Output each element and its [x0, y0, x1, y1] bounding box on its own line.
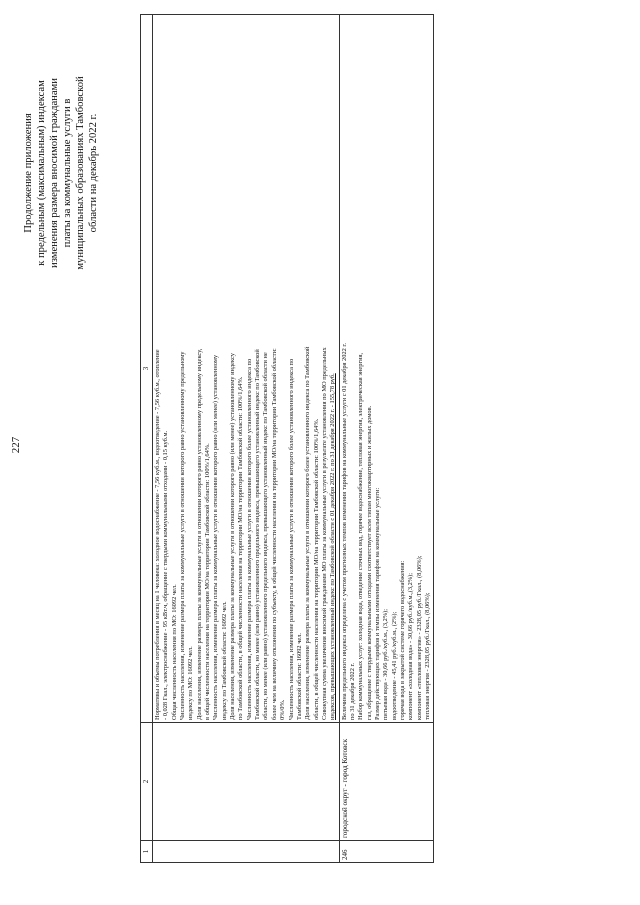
text-line: компонент «холодная вода» - 30,66 руб./куб.м.,(3,2%); [407, 572, 415, 720]
text-line: Тамбовской области, но менее (или равно) установленного предельного индекса, превышающего установленный индекс по Тамбовской [254, 349, 262, 720]
text-line: Совокупная сумма увеличения вносимой гражданами МО платы за коммунальные услуги в результате установления по МО предельных [320, 347, 328, 720]
text-line: Доля населения, изменение размера платы за коммунальные услуги в отношении которого более установленного индекса по Тамбовской [304, 346, 312, 720]
text-line: газ, обращение с твердыми коммунальными отходами соответствует всем типам многоквартирных и жилых домов. [365, 405, 373, 720]
text-line: Общая численность населения по МО: 16092 чел. [170, 584, 178, 720]
text-line: Нормативы и объемы потребления в месяц на 1 человека: холодное водоснабжение - 7,56 куб.м., водоотведение - 7,56 куб.м., отопление [154, 349, 161, 720]
table-row [339, 15, 434, 863]
appendix-title-line: муниципальных образованиях Тамбовской [75, 76, 86, 270]
row-number-cell: 246 [339, 841, 434, 863]
text-line: Величина предельного индекса определена с учетом прогнозных темпов изменения тарифов на коммунальные услуги с 01 декабря 2022 г. [340, 343, 348, 720]
table-row-continuation [153, 15, 340, 863]
text-line: Набор коммунальных услуг: холодная вода, отведение сточных вод, горячее водоснабжение, тепловая энергия, электрическая энергия, [357, 352, 365, 720]
appendix-title [22, 8, 100, 338]
text-line: - 0,028 Гкал., электроснабжение - 95 кВт.ч, обращение с твердыми коммунальными отходами - 0,15 куб.м. [162, 430, 170, 720]
text-line: Тамбовской области: 16092 чел. [295, 632, 303, 720]
appendix-title-line: платы за коммунальные услуги в [62, 98, 73, 248]
appendix-title-line: Продолжение приложения [23, 113, 34, 233]
text-line: Доля населения, изменение размера платы за коммунальные услуги в отношении которого равно (или менее) установленному индексу [229, 353, 237, 720]
row-name-cell: городской округ - город Котовск [339, 723, 434, 841]
indices-table [140, 14, 434, 863]
text-line: области, в общей численности населения на территории МО/на территории Тамбовской области: 100%/1,64%. [312, 418, 320, 720]
text-line: Численность населения, изменение размера платы за коммунальные услуги в отношении которого более установленного индекса по [245, 358, 253, 720]
appendix-title-line: к предельным (максимальным) индексам [36, 80, 47, 266]
appendix-title-line: изменения размера вносимой гражданами [49, 78, 60, 268]
row-text-cell [339, 15, 434, 723]
text-line: индексов, превышающих установленный индекс по Тамбовской области с 01 декабря 2022 г. по 31 декабря 2022 г. - 155,78 руб. [329, 373, 337, 720]
text-line: Численность населения, изменение размера платы за коммунальные услуги в отношении которого равно установленному предельному [179, 351, 187, 720]
appendix-title-line: области на декабрь 2022 г. [88, 113, 99, 233]
row-number-cell [153, 841, 340, 863]
text-line: горячая вода в закрытой системе горячего водоснабжения: [398, 560, 406, 720]
text-line: по Тамбовской области, в общей численности населения на территории МО/на территории Тамбовской области: 100%/1,64%. [237, 376, 245, 720]
page-number: 227 [10, 436, 22, 454]
header-cell: 2 [141, 723, 153, 841]
text-line: питьевая вода - 30,66 руб./куб.м., (3,2%); [382, 608, 390, 720]
text-line: Численность населения, изменение размера платы за коммунальные услуги в отношении которого равно (или менее) установленному [212, 354, 220, 720]
text-line: водоотведение - 45,41 руб./куб.м., (2%); [390, 611, 398, 720]
text-line: Доля населения, изменение размера платы за коммунальные услуги в отношении которого равно установленному предельному индексу, [195, 348, 203, 720]
text-line: индексу по Тамбовской области: 16092 чел. [220, 601, 228, 720]
text-line: компонент «тепловая энергия» - 2328,05 руб./Гкал., (8,06%); [415, 555, 423, 720]
table-header-row [141, 15, 153, 863]
text-line: области, но менее (или равно) установленного предельного индекса, превышающего установленный индекс по Тамбовской области не [262, 352, 270, 720]
row-text-cell [153, 15, 340, 723]
text-line: тепловая энергия - 2328,05 руб./Гкал., (8,06%); [424, 592, 431, 720]
header-cell: 3 [141, 15, 153, 723]
text-line: индексу по МО: 16092 чел. [187, 646, 195, 720]
row-name-cell [153, 723, 340, 841]
header-cell: 1 [141, 841, 153, 863]
text-line: по 31 декабря 2022 г. [348, 663, 356, 720]
text-line: Размер действующих тарифов и темпы изменения тарифов на коммунальные услуги: [373, 487, 381, 720]
text-line: Численность населения, изменение размера платы за коммунальные услуги в отношении которого более установленного индекса по [287, 358, 295, 720]
text-line: 0%/0%. [279, 699, 287, 720]
text-line: в общей численности населения на территории МО/на территории Тамбовской области: 100%/1,64%. [204, 443, 212, 720]
text-line: более чем на величину отклонения по субъекту, в общей численности населения на территории МО/на территории Тамбовской области: [270, 348, 278, 720]
